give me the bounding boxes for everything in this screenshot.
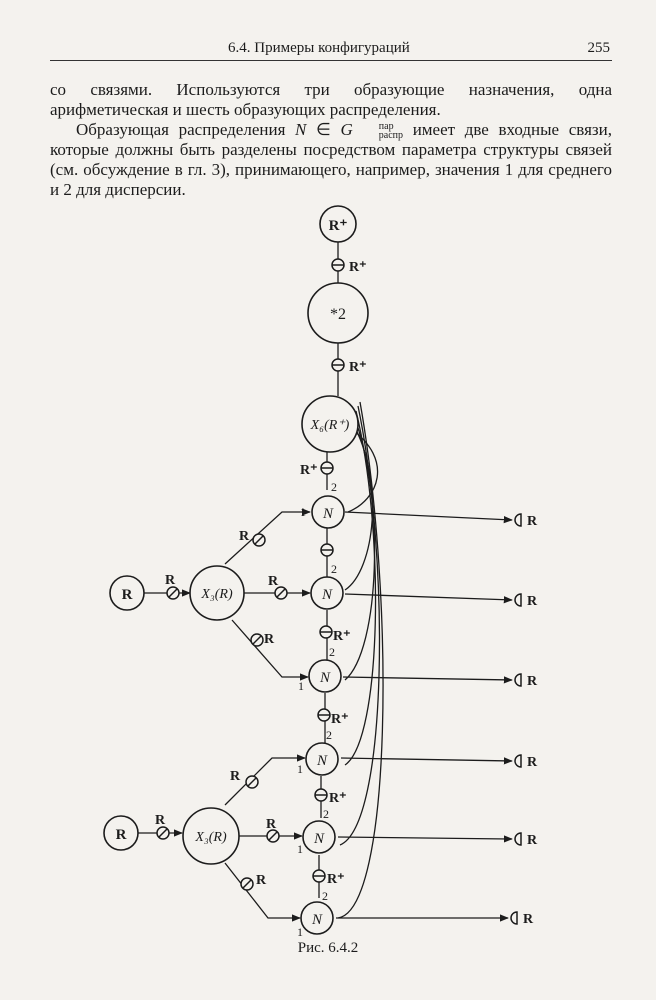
bond-x3l-n6 [241,878,253,890]
bond-label-r-x3-lower: R [155,813,166,828]
out-line-1 [345,512,512,520]
p2-rest: имеет две входные связи, которые должны быть разделены посредством параметра структуры связей (см. обсуждение в гл. 3), принимающего, например, значения 1 для среднего и 2 для дисперсии. [50,120,612,200]
bond-label-x3l-n6: R [256,873,267,888]
bond-x3u-n1 [253,534,265,546]
bond-n4-n5 [315,789,327,801]
p2-n-symbol: N [295,120,307,139]
label-n-1: N [322,506,334,522]
out-line-3 [343,677,512,680]
terminal-label-2: R [527,594,538,609]
x6-curve-5 [340,406,379,845]
body-text [50,80,612,200]
bond-label-top-1: R⁺ [349,260,367,275]
port-1-n6: 1 [297,925,303,939]
bond-label-x3u-n3: R [264,632,275,647]
port-1-n4: 1 [297,762,303,776]
link-x3u-n3 [232,620,308,677]
bond-label-n3-n4: R⁺ [331,712,349,727]
terminal-3 [515,674,521,686]
bond-label-n4-n5: R⁺ [329,791,347,806]
out-line-5 [338,837,512,839]
figure-caption: Рис. 6.4.2 [297,940,359,956]
port-2-n3: 2 [329,645,335,659]
terminal-6 [511,912,517,924]
label-n-3: N [319,670,331,686]
bond-top-1 [332,259,344,271]
label-x3-lower: X₃(R) [195,830,227,845]
terminal-label-4: R [527,755,538,770]
x6-curve-4 [345,411,376,765]
bond-label-n5-n6: R⁺ [327,872,345,887]
bond-n1-n2 [321,544,333,556]
port-2-n6: 2 [322,889,328,903]
port-2-n4: 2 [326,728,332,742]
bond-n2-n3 [320,626,332,638]
out-line-4 [341,758,512,761]
label-n-2: N [321,587,333,603]
bond-n5-n6 [313,870,325,882]
bond-x3u-n3 [251,634,263,646]
terminal-4 [515,755,521,767]
bond-label-x3l-n4: R [230,769,241,784]
bond-label-x3l-n5: R [266,817,277,832]
link-x3l-n6 [225,863,300,918]
port-2-n1: 2 [331,480,337,494]
bond-n3-n4 [318,709,330,721]
port-2-n5: 2 [323,807,329,821]
bond-x6-out [321,462,333,474]
port-1-n3: 1 [298,679,304,693]
p2-in-symbol: ∈ [306,120,341,139]
label-n-6: N [311,912,323,928]
port-2-n2: 2 [331,562,337,576]
label-r-lower: R [115,827,127,843]
paragraph-1: со связями. Используются три образующие назначения, одна арифметическая и шесть образующих распределения. [50,80,612,119]
p2-lead: Образующая распределения [76,120,296,139]
terminal-label-5: R [527,833,538,848]
p2-subscript: распр [378,130,404,142]
configuration-diagram [0,200,656,960]
terminal-label-1: R [527,514,538,529]
out-line-2 [345,594,512,600]
p2-superscript: пар [378,121,394,133]
bond-top-2 [332,359,344,371]
bond-r-x3-lower [157,827,169,839]
terminal-2 [515,594,521,606]
bond-label-x3u-n1: R [239,529,250,544]
terminal-1 [515,514,521,526]
terminal-label-6: R [523,912,534,927]
link-x3u-n1 [225,512,310,564]
port-1-n1: 1 [300,505,306,519]
label-r-upper: R [121,587,133,603]
bond-label-x3u-n2: R [268,574,279,589]
section-title: 6.4. Примеры конфигураций [228,40,410,56]
bond-label-top-2: R⁺ [349,360,367,375]
bond-label-n2-n3: R⁺ [333,629,351,644]
bond-label-r-x3-upper: R [165,573,176,588]
port-1-n5: 1 [297,842,303,856]
label-n-5: N [313,831,325,847]
terminal-label-3: R [527,674,538,689]
p2-g-symbol: G [340,120,353,139]
label-mult2: *2 [330,306,346,323]
label-x6: X₆(R⁺) [310,418,350,433]
bond-label-x6-out: R⁺ [300,463,318,478]
label-x3-upper: X₃(R) [201,587,233,602]
running-header [50,38,612,61]
terminal-5 [515,833,521,845]
bond-x3l-n4 [246,776,258,788]
paragraph-2 [50,120,612,200]
label-n-4: N [316,753,328,769]
p2-script [353,122,403,140]
bond-r-x3-upper [167,587,179,599]
label-rplus-top: R⁺ [328,218,348,234]
page-number: 255 [587,40,610,56]
